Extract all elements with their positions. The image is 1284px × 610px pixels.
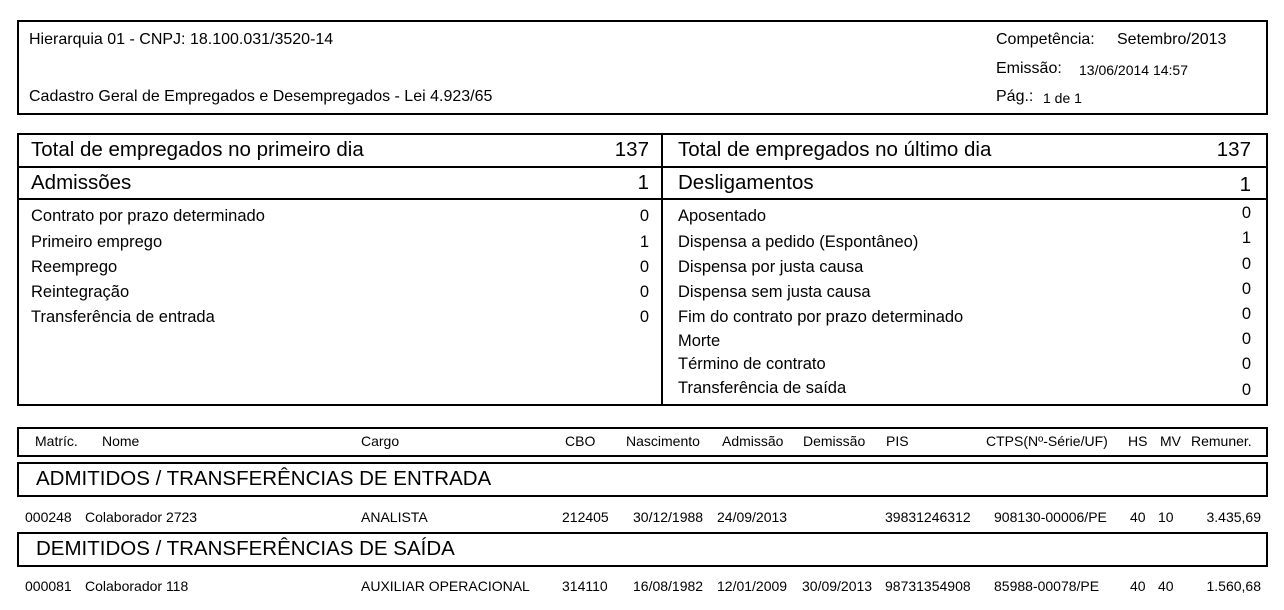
col-mv: MV: [1160, 433, 1181, 449]
left-item-value: 1: [639, 233, 649, 251]
right-item-label: Fim do contrato por prazo determinado: [678, 308, 964, 326]
table-row-cell: 16/08/1982: [633, 578, 704, 594]
right-item-value: 0: [1241, 305, 1251, 323]
right-item-value: 0: [1241, 255, 1251, 273]
table-row-cell: 40: [1158, 578, 1174, 594]
right-item-value: 0: [1241, 381, 1251, 399]
table-row-cell: 3.435,69: [1206, 509, 1261, 525]
pag-value: 1 de 1: [1043, 90, 1082, 106]
col-nascimento: Nascimento: [626, 433, 700, 449]
right-item-value: 1: [1241, 229, 1251, 247]
table-row-cell: Colaborador 118: [85, 578, 189, 594]
left-item-label: Transferência de entrada: [31, 308, 215, 326]
admissoes-value: 1: [637, 171, 649, 194]
table-row-cell: 314110: [562, 578, 608, 594]
table-row-cell: 12/01/2009: [717, 578, 788, 594]
right-item-label: Dispensa sem justa causa: [678, 283, 871, 301]
summary-divider: [661, 133, 663, 406]
table-row-cell: AUXILIAR OPERACIONAL: [361, 578, 530, 594]
competencia-label: Competência:: [996, 31, 1095, 48]
col-demissao: Demissão: [803, 433, 866, 449]
summary-row-line-1: [17, 166, 1268, 168]
col-cargo: Cargo: [361, 433, 400, 449]
left-item-value: 0: [639, 207, 649, 225]
left-item-value: 0: [639, 283, 649, 301]
table-row-cell: 85988-00078/PE: [994, 578, 1100, 594]
summary-row-line-2: [17, 198, 1268, 200]
col-ctps: CTPS(Nº-Série/UF): [986, 433, 1108, 449]
right-item-value: 0: [1241, 280, 1251, 298]
col-matric: Matríc.: [35, 433, 78, 449]
col-admissao: Admissão: [722, 433, 784, 449]
right-item-value: 0: [1241, 330, 1251, 348]
left-item-label: Contrato por prazo determinado: [31, 207, 265, 225]
col-cbo: CBO: [565, 433, 596, 449]
left-item-value: 0: [639, 258, 649, 276]
section-admitidos-title: ADMITIDOS / TRANSFERÊNCIAS DE ENTRADA: [36, 467, 492, 490]
table-row-cell: 24/09/2013: [717, 509, 788, 525]
col-pis: PIS: [886, 433, 909, 449]
admissoes-label: Admissões: [31, 171, 132, 194]
header-title: Cadastro Geral de Empregados e Desempregados - Lei 4.923/65: [29, 88, 493, 105]
table-row-cell: 10: [1158, 509, 1174, 525]
col-remuner: Remuner.: [1191, 433, 1252, 449]
header-hierarchy: Hierarquia 01 - CNPJ: 18.100.031/3520-14: [29, 31, 334, 48]
emissao-label: Emissão:: [996, 60, 1062, 77]
table-row-cell: 40: [1130, 578, 1146, 594]
right-item-label: Dispensa a pedido (Espontâneo): [678, 233, 919, 251]
total-last-day-label: Total de empregados no último dia: [678, 138, 992, 161]
right-item-label: Dispensa por justa causa: [678, 258, 864, 276]
right-item-value: 0: [1241, 355, 1251, 373]
left-item-value: 0: [639, 308, 649, 326]
left-item-label: Reintegração: [31, 283, 130, 301]
total-last-day-value: 137: [1216, 138, 1251, 161]
right-item-label: Morte: [678, 332, 721, 350]
competencia-value: Setembro/2013: [1117, 31, 1227, 48]
table-row-cell: ANALISTA: [361, 509, 428, 525]
table-row-cell: 30/12/1988: [633, 509, 704, 525]
col-hs: HS: [1128, 433, 1148, 449]
right-item-label: Término de contrato: [678, 355, 826, 373]
total-first-day-value: 137: [614, 138, 649, 161]
col-nome: Nome: [102, 433, 140, 449]
total-first-day-label: Total de empregados no primeiro dia: [31, 138, 364, 161]
table-row-cell: 212405: [562, 509, 609, 525]
table-row-cell: Colaborador 2723: [85, 509, 198, 525]
section-demitidos-title: DEMITIDOS / TRANSFERÊNCIAS DE SAÍDA: [36, 537, 455, 560]
table-row-cell: 98731354908: [885, 578, 971, 594]
right-item-label: Aposentado: [678, 207, 767, 225]
right-item-value: 0: [1241, 204, 1251, 222]
table-row-cell: 40: [1130, 509, 1146, 525]
table-row-cell: 30/09/2013: [802, 578, 873, 594]
desligamentos-label: Desligamentos: [678, 171, 814, 194]
table-row-cell: 1.560,68: [1206, 578, 1261, 594]
table-row-cell: 39831246312: [885, 509, 971, 525]
desligamentos-value: 1: [1239, 173, 1251, 196]
right-item-label: Transferência de saída: [678, 379, 847, 397]
pag-label: Pág.:: [996, 88, 1034, 105]
table-row-cell: 000248: [25, 509, 72, 525]
table-row-cell: 000081: [25, 578, 72, 594]
emissao-value: 13/06/2014 14:57: [1079, 62, 1188, 78]
left-item-label: Reemprego: [31, 258, 118, 276]
table-row-cell: 908130-00006/PE: [994, 509, 1107, 525]
left-item-label: Primeiro emprego: [31, 233, 163, 251]
